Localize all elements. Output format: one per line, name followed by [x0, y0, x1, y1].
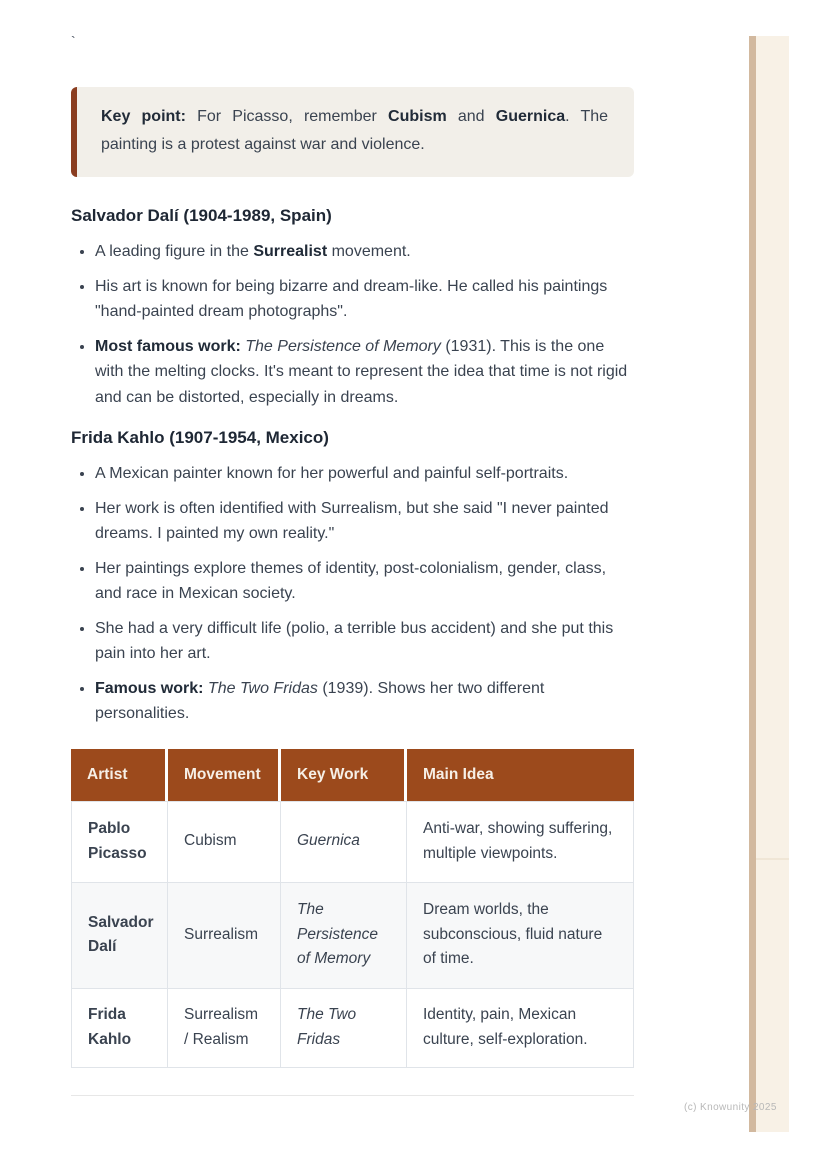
page-edge-seam [756, 858, 789, 860]
cell-artist: Frida Kahlo [71, 989, 168, 1068]
cell-main-idea: Identity, pain, Mexican culture, self-exploration. [407, 989, 634, 1068]
stray-backtick-char: ` [71, 33, 76, 49]
list-item: • She had a very difficult life (polio, a terrible bus accident) and she put this pain into her art. [95, 616, 634, 667]
list-item: • Famous work: The Two Fridas (1939). Shows her two different personalities. [95, 676, 634, 727]
cell-key-work: The Persistence of Memory [281, 883, 407, 989]
column-header-movement: Movement [168, 749, 281, 801]
column-header-artist: Artist [71, 749, 168, 801]
section-heading-dali: Salvador Dalí (1904-1989, Spain) [71, 206, 332, 225]
list-item: • A Mexican painter known for her powerful and painful self-portraits. [95, 461, 634, 487]
cell-artist: Pablo Picasso [71, 801, 168, 883]
list-item: • Most famous work: The Persistence of Memory (1931). This is the one with the melting clocks. It's meant to represent the idea that time is not rigid and can be distorted, especially in dreams. [95, 334, 634, 411]
copyright-watermark: (c) Knowunity 2025 [684, 1102, 777, 1113]
table-header-row [71, 749, 634, 801]
cell-main-idea: Dream worlds, the subconscious, fluid nature of time. [407, 883, 634, 989]
cell-movement: Surrealism / Realism [168, 989, 281, 1068]
list-item: • His art is known for being bizarre and dream-like. He called his paintings "hand-painted dream photographs". [95, 274, 634, 325]
table-row [71, 883, 634, 989]
artists-comparison-table [71, 749, 634, 1068]
bullet-list-kahlo [71, 461, 634, 727]
note-content [71, 87, 634, 1096]
column-header-main-idea: Main Idea [407, 749, 634, 801]
page-edge-stripe [749, 36, 789, 1132]
column-header-key-work: Key Work [281, 749, 407, 801]
bullet-list-dali [71, 239, 634, 410]
key-point-text: Key point: For Picasso, remember Cubism and Guernica. The painting is a protest against war and violence. [101, 108, 609, 153]
cell-main-idea: Anti-war, showing suffering, multiple viewpoints. [407, 801, 634, 883]
list-item: • A leading figure in the Surrealist movement. [95, 239, 634, 265]
cell-key-work: The Two Fridas [281, 989, 407, 1068]
key-point-callout [71, 87, 634, 177]
cell-movement: Surrealism [168, 883, 281, 989]
table-row [71, 989, 634, 1068]
cell-movement: Cubism [168, 801, 281, 883]
cell-artist: Salvador Dalí [71, 883, 168, 989]
section-divider [71, 1095, 634, 1096]
table-row [71, 801, 634, 883]
section-heading-kahlo: Frida Kahlo (1907-1954, Mexico) [71, 428, 329, 447]
list-item: • Her paintings explore themes of identity, post-colonialism, gender, class, and race in Mexican society. [95, 556, 634, 607]
cell-key-work: Guernica [281, 801, 407, 883]
list-item: • Her work is often identified with Surrealism, but she said "I never painted dreams. I painted my own reality." [95, 496, 634, 547]
